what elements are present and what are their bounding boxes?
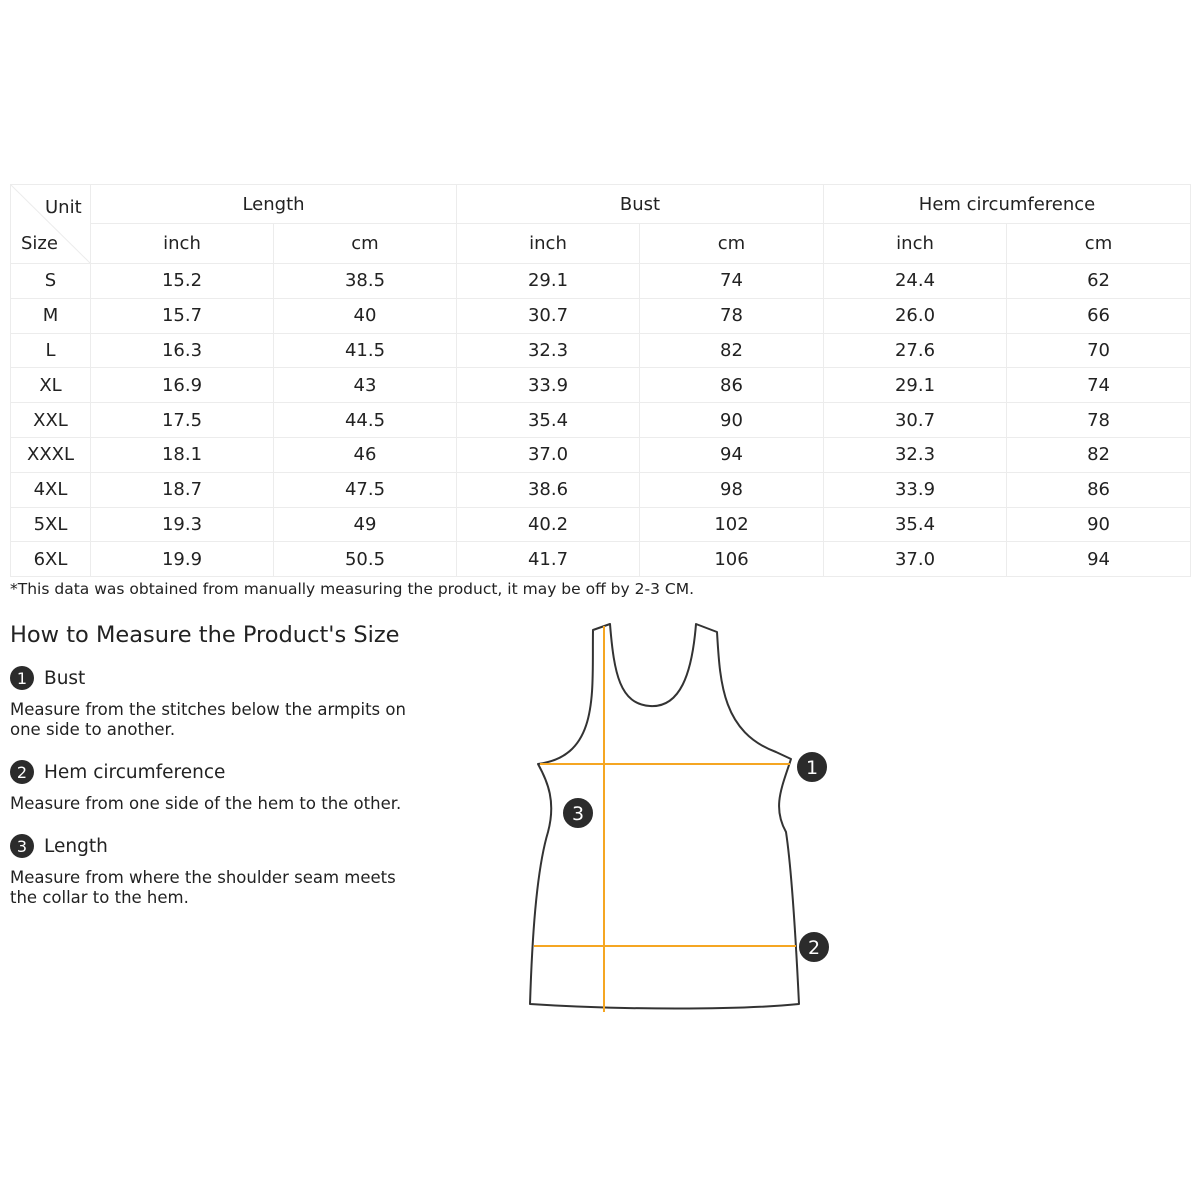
- value-cell: 70: [1007, 333, 1191, 368]
- tank-top-outline-icon: [520, 612, 840, 1022]
- size-cell: 4XL: [11, 472, 91, 507]
- table-row: [11, 333, 1191, 368]
- value-cell: 82: [1007, 437, 1191, 472]
- value-cell: 90: [1007, 507, 1191, 542]
- value-cell: 102: [640, 507, 824, 542]
- unit-label: Unit: [45, 197, 82, 218]
- value-cell: 38.6: [457, 472, 640, 507]
- marker-2: [798, 931, 830, 963]
- number-badge-1: 1: [10, 666, 34, 690]
- value-cell: 82: [640, 333, 824, 368]
- value-cell: 98: [640, 472, 824, 507]
- unit-header: inch: [824, 224, 1007, 264]
- measure-item-name: Length: [44, 835, 108, 857]
- number-badge-3: 3: [10, 834, 34, 858]
- value-cell: 32.3: [457, 333, 640, 368]
- table-body: [11, 264, 1191, 577]
- value-cell: 35.4: [457, 403, 640, 438]
- value-cell: 46: [274, 437, 457, 472]
- table-row: [11, 264, 1191, 299]
- number-badge-2: 2: [10, 760, 34, 784]
- size-cell: XXXL: [11, 437, 91, 472]
- value-cell: 94: [1007, 542, 1191, 577]
- size-cell: S: [11, 264, 91, 299]
- value-cell: 16.3: [91, 333, 274, 368]
- table-header-row: [11, 185, 1191, 224]
- value-cell: 90: [640, 403, 824, 438]
- table-row: [11, 298, 1191, 333]
- measure-item-desc: Measure from the stitches below the armpits on one side to another.: [10, 700, 406, 739]
- value-cell: 30.7: [824, 403, 1007, 438]
- size-cell: 5XL: [11, 507, 91, 542]
- value-cell: 40.2: [457, 507, 640, 542]
- value-cell: 62: [1007, 264, 1191, 299]
- value-cell: 33.9: [457, 368, 640, 403]
- table-row: [11, 437, 1191, 472]
- value-cell: 37.0: [824, 542, 1007, 577]
- table-row: [11, 542, 1191, 577]
- unit-header: cm: [640, 224, 824, 264]
- how-to-measure-section: [10, 622, 440, 928]
- table-row: [11, 403, 1191, 438]
- measure-item-length: [10, 834, 440, 858]
- value-cell: 26.0: [824, 298, 1007, 333]
- unit-header: cm: [1007, 224, 1191, 264]
- marker-1: [796, 751, 828, 783]
- measure-item-bust: [10, 666, 440, 690]
- value-cell: 37.0: [457, 437, 640, 472]
- table-row: [11, 507, 1191, 542]
- value-cell: 43: [274, 368, 457, 403]
- svg-text:1: 1: [805, 757, 819, 779]
- group-header-length: Length: [91, 185, 457, 224]
- value-cell: 30.7: [457, 298, 640, 333]
- group-header-bust: Bust: [457, 185, 824, 224]
- measurement-note: *This data was obtained from manually measuring the product, it may be off by 2-3 CM.: [10, 580, 694, 598]
- value-cell: 29.1: [457, 264, 640, 299]
- value-cell: 41.5: [274, 333, 457, 368]
- value-cell: 17.5: [91, 403, 274, 438]
- size-cell: L: [11, 333, 91, 368]
- size-cell: XXL: [11, 403, 91, 438]
- value-cell: 15.7: [91, 298, 274, 333]
- measure-item-name: Bust: [44, 667, 86, 689]
- value-cell: 32.3: [824, 437, 1007, 472]
- measure-item-desc: Measure from one side of the hem to the other.: [10, 794, 402, 813]
- size-label: Size: [21, 233, 58, 254]
- table-row: [11, 472, 1191, 507]
- unit-size-corner-cell: [11, 185, 91, 264]
- measure-item-hem: [10, 760, 440, 784]
- unit-header: inch: [457, 224, 640, 264]
- value-cell: 19.9: [91, 542, 274, 577]
- table-row: [11, 368, 1191, 403]
- value-cell: 94: [640, 437, 824, 472]
- value-cell: 49: [274, 507, 457, 542]
- value-cell: 50.5: [274, 542, 457, 577]
- group-header-hem: Hem circumference: [824, 185, 1191, 224]
- value-cell: 74: [1007, 368, 1191, 403]
- value-cell: 16.9: [91, 368, 274, 403]
- measure-item-name: Hem circumference: [44, 761, 226, 783]
- value-cell: 38.5: [274, 264, 457, 299]
- marker-3: [562, 797, 594, 829]
- value-cell: 33.9: [824, 472, 1007, 507]
- measure-item-desc: Measure from where the shoulder seam meets the collar to the hem.: [10, 868, 396, 907]
- value-cell: 41.7: [457, 542, 640, 577]
- value-cell: 86: [1007, 472, 1191, 507]
- value-cell: 78: [1007, 403, 1191, 438]
- value-cell: 15.2: [91, 264, 274, 299]
- value-cell: 106: [640, 542, 824, 577]
- value-cell: 44.5: [274, 403, 457, 438]
- svg-text:3: 3: [571, 803, 585, 825]
- value-cell: 40: [274, 298, 457, 333]
- value-cell: 18.7: [91, 472, 274, 507]
- value-cell: 18.1: [91, 437, 274, 472]
- value-cell: 35.4: [824, 507, 1007, 542]
- size-cell: 6XL: [11, 542, 91, 577]
- value-cell: 24.4: [824, 264, 1007, 299]
- value-cell: 66: [1007, 298, 1191, 333]
- unit-header: cm: [274, 224, 457, 264]
- size-cell: XL: [11, 368, 91, 403]
- value-cell: 29.1: [824, 368, 1007, 403]
- value-cell: 47.5: [274, 472, 457, 507]
- table-unit-row: [11, 224, 1191, 264]
- unit-header: inch: [91, 224, 274, 264]
- how-to-title: How to Measure the Product's Size: [10, 622, 400, 648]
- value-cell: 86: [640, 368, 824, 403]
- size-chart-table: [10, 184, 1191, 577]
- value-cell: 74: [640, 264, 824, 299]
- value-cell: 78: [640, 298, 824, 333]
- value-cell: 27.6: [824, 333, 1007, 368]
- svg-text:2: 2: [807, 937, 821, 959]
- value-cell: 19.3: [91, 507, 274, 542]
- size-cell: M: [11, 298, 91, 333]
